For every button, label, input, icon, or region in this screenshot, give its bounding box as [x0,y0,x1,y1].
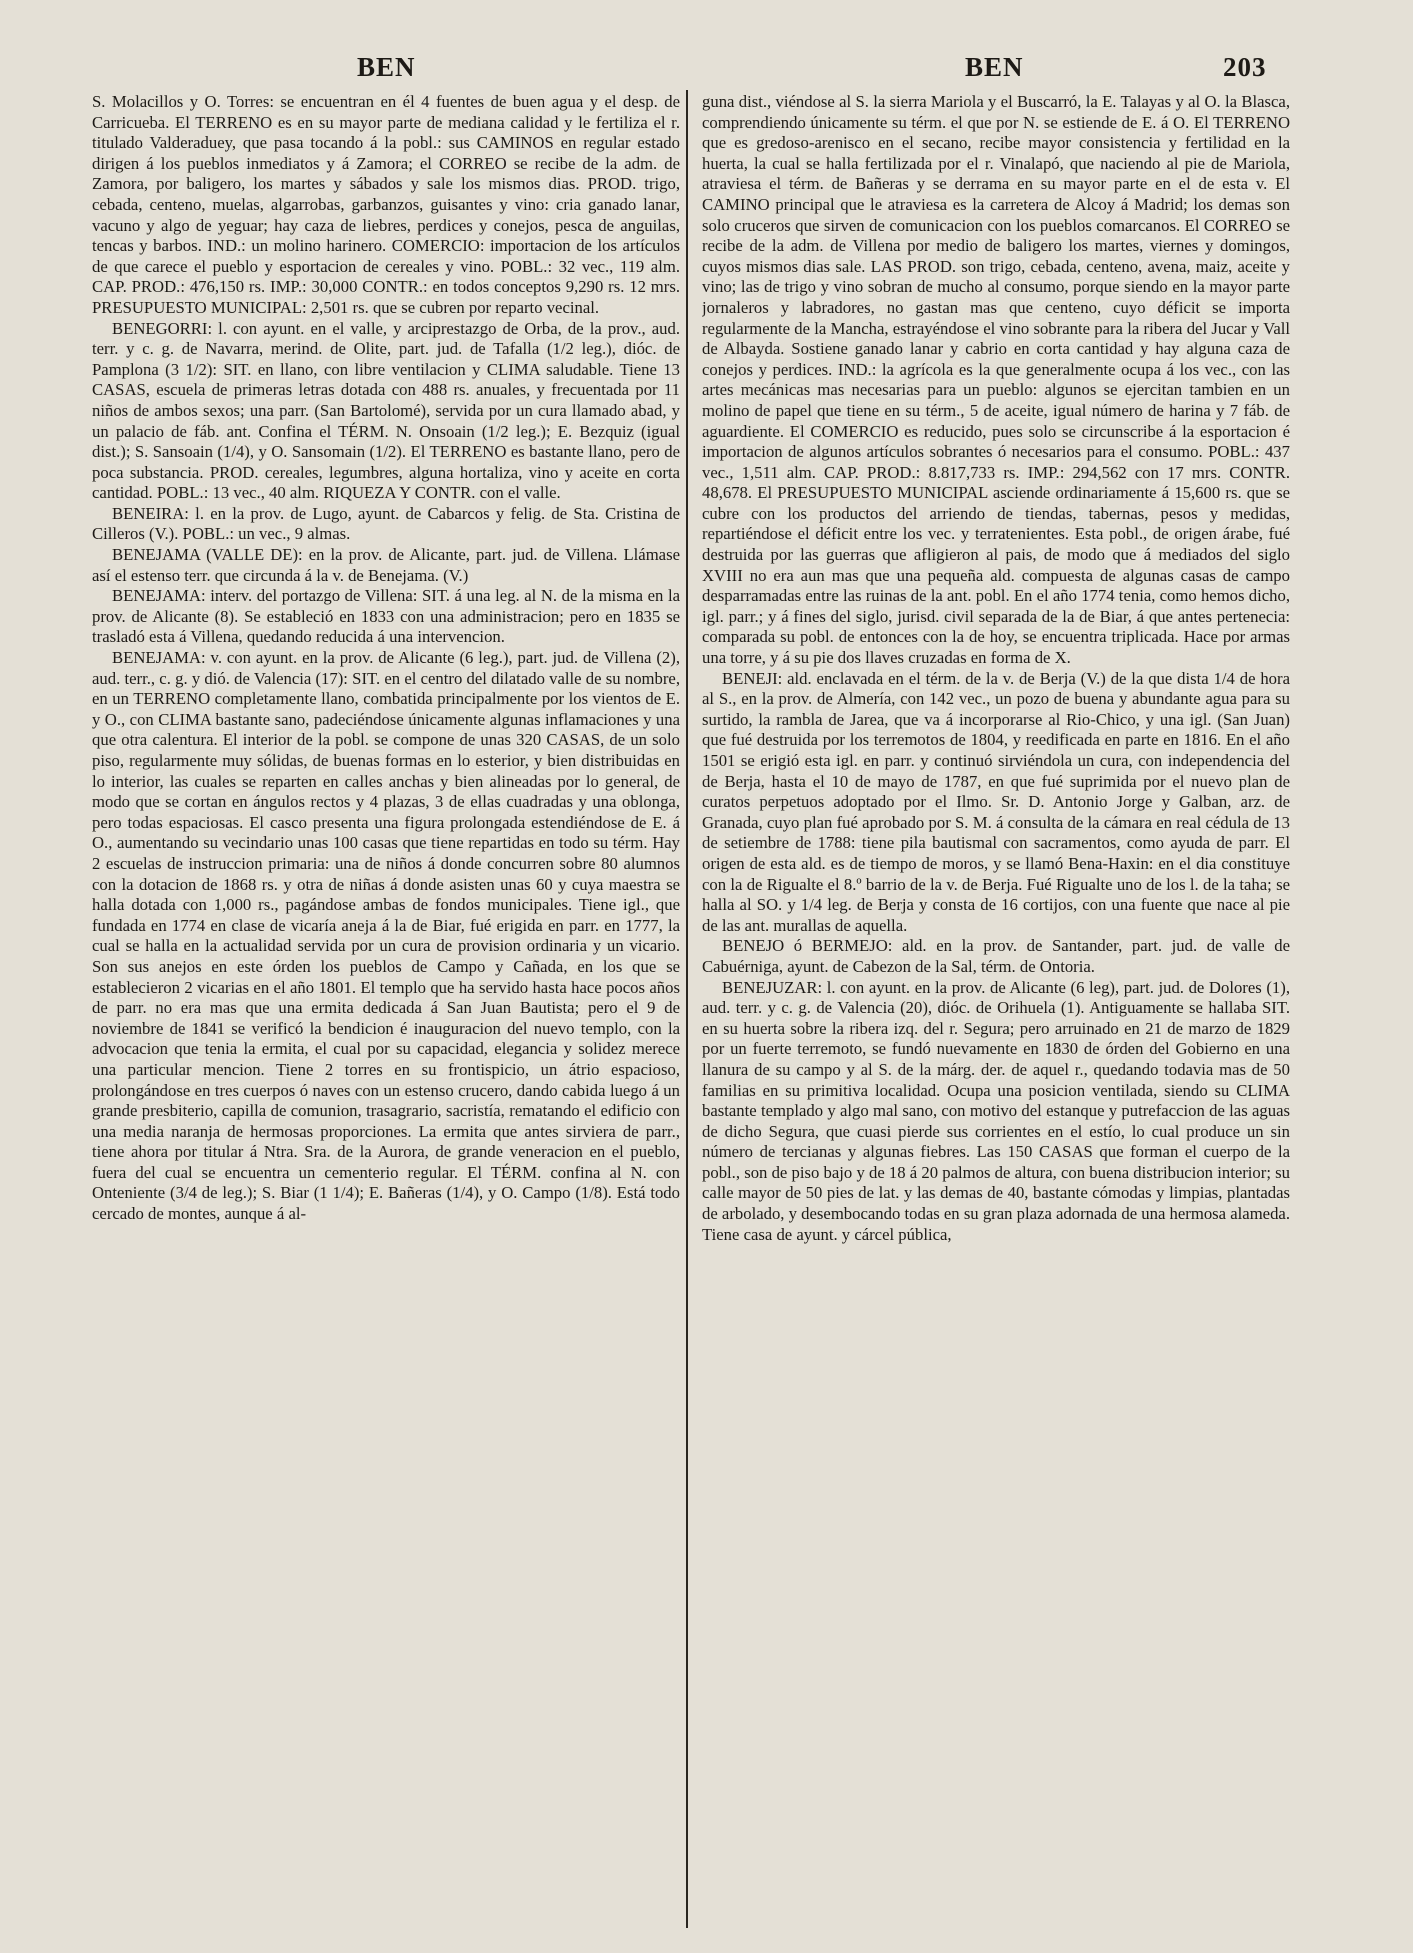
entry-benejama-interv: BENEJAMA: interv. del portazgo de Villena: SIT. á una leg. al N. de la misma en la prov. de Alicante (8). Se estableció en 1833 con una administracion; pero en 1835 se trasladó esta á Villena, quedando reducida á una intervencion. [92,586,680,647]
entry-continuation: S. Molacillos y O. Torres: se encuentran en él 4 fuentes de buen agua y el desp. de Carricueba. El TERRENO es en su mayor parte de mediana calidad y le fertiliza el r. titulado Valderaduey, que pasa tocando á la pobl.: sus CAMINOS en regular estado dirigen á los pueblos inmediatos y á Zamora; el CORREO se recibe de la adm. de Zamora, por baligero, los martes y sábados y sale los mismos dias. PROD. trigo, cebada, centeno, muelas, algarrobas, garbanzos, guisantes y vino: cria ganado lanar, vacuno y algo de yeguar; hay caza de liebres, perdices y conejos, pesca de anguilas, tencas y barbos. IND.: un molino harinero. COMERCIO: importacion de los artículos de que carece el pueblo y esportacion de cereales y vino. POBL.: 32 vec., 119 alm. CAP. PROD.: 476,150 rs. IMP.: 30,000 CONTR.: en todos conceptos 9,290 rs. 12 mrs. PRESUPUESTO MUNICIPAL: 2,501 rs. que se cubren por reparto vecinal. [92,92,680,317]
entry-benegorri: BENEGORRI: l. con ayunt. en el valle, y arciprestazgo de Orba, de la prov., aud. terr. y c. g. de Navarra, merind. de Olite, part. jud. de Tafalla (1/2 leg.), dióc. de Pamplona (3 1/2): SIT. en llano, con libre ventilacion y CLIMA saludable. Tiene 13 CASAS, escuela de primeras letras dotada con 488 rs. anuales, y frecuentada por 11 niños de ambos sexos; una parr. (San Bartolomé), servida por un cura llamado abad, y un palacio de fáb. ant. Confina el TÉRM. N. Onsoain (1/2 leg.); E. Bezquiz (igual dist.); S. Sansoain (1/4), y O. Sansomain (1/2). El TERRENO es bastante llano, pero de poca substancia. PROD. cereales, legumbres, alguna hortaliza, vino y aceite en corta cantidad. POBL.: 13 vec., 40 alm. RIQUEZA Y CONTR. con el valle. [92,318,680,503]
left-column [92,92,680,1922]
entry-benejama-valle: BENEJAMA (VALLE DE): en la prov. de Alicante, part. jud. de Villena. Llámase así el estenso terr. que circunda á la v. de Benejama. (V.) [92,545,680,585]
right-column [702,92,1290,1922]
entry-beneira: BENEIRA: l. en la prov. de Lugo, ayunt. de Cabarcos y felig. de Sta. Cristina de Cilleros (V.). POBL.: un vec., 9 almas. [92,503,680,544]
entry-benejuzar: BENEJUZAR: l. con ayunt. en la prov. de Alicante (6 leg), part. jud. de Dolores (1), aud. terr. y c. g. de Valencia (20), dióc. de Orihuela (1). Antiguamente se hallaba SIT. en su huerta sobre la ribera izq. del r. Segura; pero arruinado en 21 de marzo de 1829 por un fuerte terremoto, se fundó nuevamente en 1830 de órden del Gobierno en una llanura de su campo y al S. de la márg. der. de aquel r., quedando todavia mas de 50 familias en su primitiva localidad. Ocupa una posicion ventilada, siendo su CLIMA bastante templado y algo mal sano, con motivo del estanque y putrefaccion de las aguas de dicho Segura, que cuasi pierde sus corrientes en el estío, lo cual produce un sin número de tercianas y algunas fiebres. Las 150 CASAS que forman el cuerpo de la pobl., son de piso bajo y de 18 á 20 palmos de altura, con buena distribucion interior; su calle mayor de 50 pies de lat. y las demas de 40, bastante cómodas y limpias, plantadas de arbolado, y desembocando todas en su gran plaza adornada de una hermosa alameda. Tiene casa de ayunt. y cárcel pública, [702,977,1290,1244]
entry-benejama-villa: BENEJAMA: v. con ayunt. en la prov. de Alicante (6 leg.), part. jud. de Villena (2), aud. terr., c. g. y dió. de Valencia (17): SIT. en el centro del dilatado valle de su nombre, en un TERRENO completamente llano, combatida principalmente por los vientos de E. y O., con CLIMA bastante sano, padeciéndose únicamente algunas inflamaciones y una que otra calentura. El interior de la pobl. se compone de unas 320 CASAS, de un solo piso, regularmente muy sólidas, de buenas formas en lo esterior, y bien distribuidas en lo interior, las cuales se reparten en calles anchas y bien alineadas por lo general, de modo que se cortan en ángulos rectos y 4 plazas, 3 de ellas cuadradas y una oblonga, pero todas espaciosas. El casco presenta una figura prolongada estendiéndose de E. á O., aumentando su vecindario unas 100 casas que tiene repartidas en todo su térm. Hay 2 escuelas de instruccion primaria: una de niños á donde concurren sobre 80 alumnos con la dotacion de 1868 rs. y otra de niñas á donde asisten unas 60 y cuya maestra se halla dotada con 1,000 rs., pagándose ambas de fondos municipales. Tiene igl., que fundada en 1774 en clase de vicaría aneja á la de Biar, fué erigida en parr. en 1777, la cual se halla en la actualidad servida por un cura de provision ordinaria y un vicario. Son sus anejos en este órden los pueblos de Campo y Cañada, en los que se establecieron 2 vicarias en el año 1801. El templo que ha servido hasta hace pocos años de parr. no era mas que una ermita dedicada á San Juan Bautista; pero el 9 de noviembre de 1841 se verificó la bendicion é inauguracion del nuevo templo, con la advocacion que tenia la ermita, el cual por su capacidad, elegancia y solidez merece una particular mencion. Tiene 2 torres en su frontispicio, un átrio espacioso, prolongándose en tres cuerpos ó naves con un estenso crucero, dando cabida luego á un grande presbiterio, capilla de comunion, trasagrario, sacristía, rematando el edificio con una media naranja de hermosas proporciones. La ermita que antes sirviera de parr., tiene ahora por titular á Ntra. Sra. de la Aurora, de grande veneracion en el pueblo, fuera del cual se encuentra un cementerio regular. El TÉRM. confina al N. con Onteniente (3/4 de leg.); S. Biar (1 1/4); E. Bañeras (1/4), y O. Campo (1/8). Está todo cercado de montes, aunque á al- [92,648,680,1224]
page-number: 203 [1223,52,1267,82]
column-divider [686,90,688,1928]
running-head-left: BEN [357,52,416,82]
running-head-right: BEN [965,52,1024,82]
entry-beneji: BENEJI: ald. enclavada en el térm. de la v. de Berja (V.) de la que dista 1/4 de hora al S., en la prov. de Almería, con 142 vec., un pozo de buena y abundante agua para su surtido, la rambla de Jarea, que va á incorporarse al Rio-Chico, y una igl. (San Juan) que fué destruida por los terremotos de 1804, y reedificada en parte en 1816. En el año 1501 se erigió esta igl. en parr. y continuó sirviéndola un cura, con independencia del de Berja, hasta el 10 de mayo de 1787, en que fué suprimida por el nuevo plan de curatos perpetuos adoptado por el Ilmo. Sr. D. Antonio Jorge y Galban, arz. de Granada, cuyo plan fué aprobado por S. M. á consulta de la cámara en real cédula de 13 de setiembre de 1788: tiene pila bautismal con sacramentos, como ayuda de parr. El origen de esta ald. es de tiempo de moros, y se llamó Bena-Haxin: en el dia constituye con la de Rigualte el 8.º barrio de la v. de Berja. Fué Rigualte uno de los l. de la taha; se halla al SO. y 1/4 leg. de Berja y consta de 16 cortijos, con una fuente que nace al pie de las ant. murallas de aquella. [702,668,1290,935]
entry-benejama-continuation: guna dist., viéndose al S. la sierra Mariola y el Buscarró, la E. Talayas y al O. la Blasca, comprendiendo únicamente su térm. el que por N. se estiende de E. á O. El TERRENO que es gredoso-arenisco en el secano, recibe mayor consistencia y fertilidad en la huerta, la cual se halla fertilizada por el r. Vinalapó, que naciendo al pie de Mariola, atraviesa el térm. de Bañeras y se derrama en su mayor parte en el de esta v. El CAMINO principal que le atraviesa es la carretera de Alcoy á Madrid; los demas son solo cruceros que sirven de comunicacion con los pueblos comarcanos. El CORREO se recibe de la adm. de Villena por medio de baligero los martes, viernes y domingos, cuyos mismos dias sale. LAS PROD. son trigo, cebada, centeno, avena, maiz, aceite y vino; las de trigo y vino sobran de mucho al consumo, porque siendo en la mayor parte jornaleros y labradores, no gastan mas que centeno, cuyo déficit se importa regularmente de la Mancha, estrayéndose el vino sobrante para la ribera del Jucar y Vall de Albayda. Sostiene ganado lanar y cabrio en corta cantidad y hay alguna caza de conejos y perdices. IND.: la agrícola es la que generalmente ocupa á los vec., con las artes mecánicas mas necesarias para un pueblo: algunos se ejercitan tambien en un molino de papel que tiene en su térm., 5 de aceite, igual número de harina y 7 fáb. de aguardiente. El COMERCIO es reducido, pues solo se circunscribe á la esportacion é importacion de algunos artículos sobrantes ó necesarios para el consumo. POBL.: 437 vec., 1,511 alm. CAP. PROD.: 8.817,733 rs. IMP.: 294,562 con 17 mrs. CONTR. 48,678. El PRESUPUESTO MUNICIPAL asciende ordinariamente á 15,600 rs. que se cubre con los productos del arriendo de tiendas, tabernas, pesos y medidas, repartiéndose el déficit entre los vec. y terratenientes. Esta pobl., de origen árabe, fué destruida por las guerras que afligieron al pais, de modo que á mediados del siglo XVIII no era aun mas que una pequeña ald. compuesta de algunas casas de campo desparramadas entre las ruinas de la ant. pobl. En el año 1774 tenia, como hemos dicho, igl. parr.; y á fines del siglo, jurisd. civil separada de la de Biar, á que antes pertenecia: comparada su pobl. de entonces con la de hoy, se encuentra triplicada. Hace por armas una torre, y á su pie dos llaves cruzadas en forma de X. [702,92,1290,668]
entry-benejo: BENEJO ó BERMEJO: ald. en la prov. de Santander, part. jud. de valle de Cabuérniga, ayunt. de Cabezon de la Sal, térm. de Ontoria. [702,936,1290,976]
